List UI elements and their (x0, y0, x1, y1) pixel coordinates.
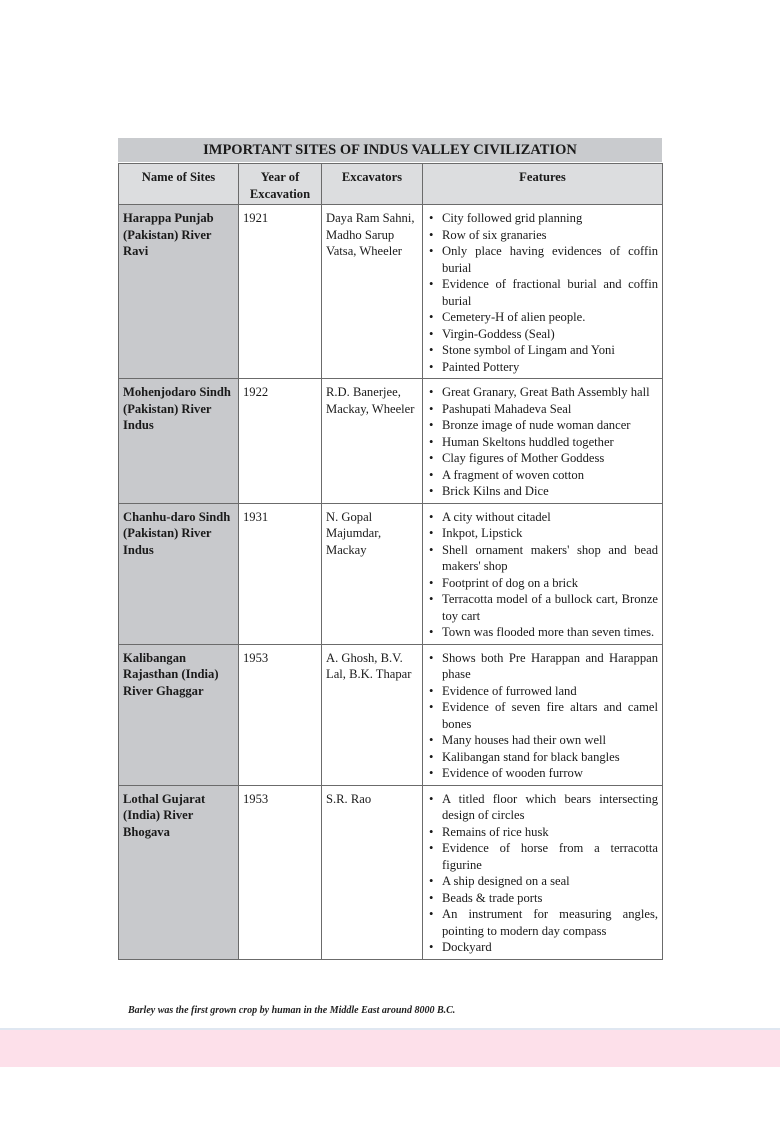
header-name-of-sites: Name of Sites (119, 164, 239, 205)
feature-item: • City followed grid planning (427, 210, 658, 227)
sites-table-container (118, 138, 662, 960)
year-cell: 1921 (239, 205, 322, 379)
feature-item: • Remains of rice husk (427, 824, 658, 841)
header-year-of-excavation: Year of Excavation (239, 164, 322, 205)
features-cell (423, 503, 663, 644)
feature-item: • Great Granary, Great Bath Assembly hall (427, 384, 658, 401)
feature-item: • A fragment of woven cotton (427, 467, 658, 484)
table-header-row (119, 164, 663, 205)
bottom-decorative-band (0, 1028, 780, 1067)
year-cell: 1953 (239, 785, 322, 959)
feature-item: • Kalibangan stand for black bangles (427, 749, 658, 766)
feature-item: • Shell ornament makers' shop and bead makers' shop (427, 542, 658, 575)
table-row (119, 644, 663, 785)
feature-item: • An instrument for measuring angles, pointing to modern day compass (427, 906, 658, 939)
features-cell (423, 379, 663, 504)
feature-item: • Shows both Pre Harappan and Harappan phase (427, 650, 658, 683)
features-list (427, 384, 658, 500)
feature-item: • Virgin-Goddess (Seal) (427, 326, 658, 343)
feature-item: • Painted Pottery (427, 359, 658, 376)
feature-item: • Clay figures of Mother Goddess (427, 450, 658, 467)
header-features: Features (423, 164, 663, 205)
feature-item: • Evidence of horse from a terracotta figurine (427, 840, 658, 873)
table-title: IMPORTANT SITES OF INDUS VALLEY CIVILIZATION (118, 138, 662, 162)
feature-item: • A city without citadel (427, 509, 658, 526)
feature-item: • Town was flooded more than seven times. (427, 624, 658, 641)
year-cell: 1922 (239, 379, 322, 504)
year-cell: 1953 (239, 644, 322, 785)
site-name-cell: Chanhu-daro Sindh (Pakistan) River Indus (119, 503, 239, 644)
feature-item: • Terracotta model of a bullock cart, Bronze toy cart (427, 591, 658, 624)
features-cell (423, 644, 663, 785)
feature-item: • Cemetery-H of alien people. (427, 309, 658, 326)
excavators-cell: R.D. Banerjee, Mackay, Wheeler (322, 379, 423, 504)
table-row (119, 785, 663, 959)
feature-item: • Evidence of furrowed land (427, 683, 658, 700)
feature-item: • A titled floor which bears intersecting design of circles (427, 791, 658, 824)
feature-item: • Only place having evidences of coffin burial (427, 243, 658, 276)
excavators-cell: N. Gopal Majumdar, Mackay (322, 503, 423, 644)
site-name-cell: Kalibangan Rajasthan (India) River Ghaggar (119, 644, 239, 785)
feature-item: • Brick Kilns and Dice (427, 483, 658, 500)
feature-item: • Stone symbol of Lingam and Yoni (427, 342, 658, 359)
features-list (427, 509, 658, 641)
year-cell: 1931 (239, 503, 322, 644)
feature-item: • Row of six granaries (427, 227, 658, 244)
feature-item: • Beads & trade ports (427, 890, 658, 907)
excavators-cell: Daya Ram Sahni, Madho Sarup Vatsa, Wheeler (322, 205, 423, 379)
feature-item: • A ship designed on a seal (427, 873, 658, 890)
table-row (119, 205, 663, 379)
site-name-cell: Lothal Gujarat (India) River Bhogava (119, 785, 239, 959)
features-cell (423, 205, 663, 379)
excavators-cell: S.R. Rao (322, 785, 423, 959)
feature-item: • Evidence of seven fire altars and camel bones (427, 699, 658, 732)
feature-item: • Bronze image of nude woman dancer (427, 417, 658, 434)
feature-item: • Evidence of fractional burial and coffin burial (427, 276, 658, 309)
feature-item: • Dockyard (427, 939, 658, 956)
feature-item: • Footprint of dog on a brick (427, 575, 658, 592)
footnote-text: Barley was the first grown crop by human in the Middle East around 8000 B.C. (128, 1005, 456, 1016)
features-list (427, 210, 658, 375)
table-row (119, 503, 663, 644)
feature-item: • Many houses had their own well (427, 732, 658, 749)
indus-sites-table (118, 163, 663, 960)
features-list (427, 791, 658, 956)
site-name-cell: Mohenjodaro Sindh (Pakistan) River Indus (119, 379, 239, 504)
feature-item: • Pashupati Mahadeva Seal (427, 401, 658, 418)
features-cell (423, 785, 663, 959)
feature-item: • Human Skeltons huddled together (427, 434, 658, 451)
feature-item: • Inkpot, Lipstick (427, 525, 658, 542)
site-name-cell: Harappa Punjab (Pakistan) River Ravi (119, 205, 239, 379)
features-list (427, 650, 658, 782)
header-excavators: Excavators (322, 164, 423, 205)
excavators-cell: A. Ghosh, B.V. Lal, B.K. Thapar (322, 644, 423, 785)
table-row (119, 379, 663, 504)
feature-item: • Evidence of wooden furrow (427, 765, 658, 782)
